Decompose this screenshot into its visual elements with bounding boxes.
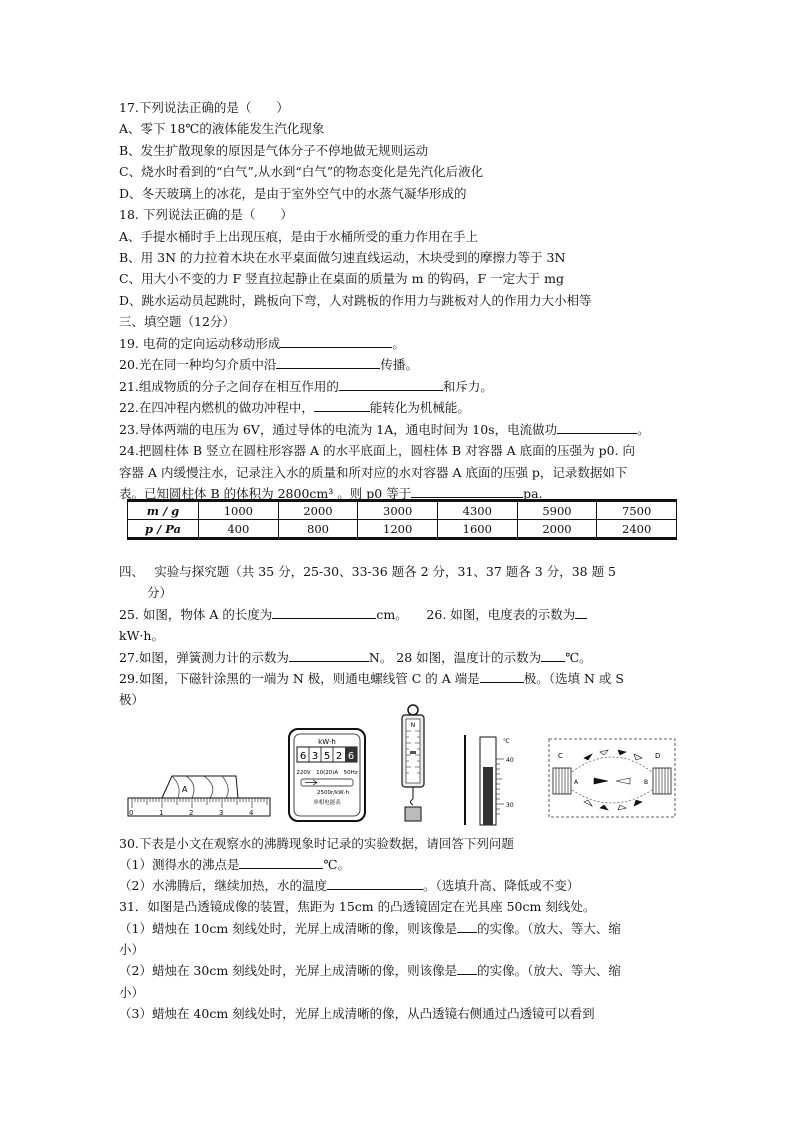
table-cell: 4300 bbox=[437, 501, 517, 520]
q18-option-b: B、用 3N 的力拉着木块在水平桌面做匀速直线运动，木块受到的摩擦力等于 3N bbox=[119, 250, 566, 265]
q19-blank[interactable] bbox=[280, 335, 392, 348]
meter-digit: 6 bbox=[299, 751, 307, 762]
q30-stem: 30.下表是小文在观察水的沸腾现象时记录的实验数据，请回答下列问题 bbox=[119, 836, 514, 851]
q22-text: 22.在四冲程内燃机的做功冲程中， bbox=[119, 400, 314, 415]
table-head-m: m / g bbox=[128, 501, 199, 520]
q24-line1: 24.把圆柱体 B 竖立在圆柱形容器 A 的水平底面上，圆柱体 B 对容器 A 底面的压强为 p0. 向 bbox=[119, 443, 635, 458]
q31-sub2-blank[interactable] bbox=[457, 962, 477, 975]
table-cell: 5900 bbox=[517, 501, 597, 520]
q22-end: 能转化为机械能。 bbox=[369, 400, 470, 415]
end-a-label: A bbox=[574, 779, 579, 786]
meter-name: 单相电能表 bbox=[313, 800, 341, 806]
q29 bbox=[119, 670, 624, 688]
meter-unit-label: kW·h bbox=[318, 738, 336, 746]
q30-sub2-blank[interactable] bbox=[327, 877, 423, 890]
ruler-tick-label: 1 bbox=[159, 809, 164, 817]
q31-sub2 bbox=[119, 962, 621, 980]
q20-end: 传播。 bbox=[380, 357, 418, 372]
thermometer-tick-label: 30 bbox=[506, 802, 514, 809]
q25-26 bbox=[119, 606, 587, 624]
q19-text: 19. 电荷的定向运动移动形成 bbox=[119, 336, 281, 351]
q31-sub2-end: 的实像。（放大、等大、缩 bbox=[477, 963, 621, 978]
q26-blank[interactable] bbox=[575, 606, 587, 619]
q21-text: 21.组成物质的分子之间存在相互作用的 bbox=[119, 379, 339, 394]
q29-text-end: 极。（选填 N 或 S bbox=[523, 671, 624, 686]
q26-text: cm。 26. 如图，电度表的示数为 bbox=[376, 607, 576, 622]
q29-blank[interactable] bbox=[480, 670, 524, 683]
meter-digit-decimal: 6 bbox=[347, 751, 355, 762]
q31-sub1-text: （1）蜡烛在 10cm 刻线处时，光屏上成清晰的像，则该像是 bbox=[119, 921, 458, 936]
coil-c-label: C bbox=[558, 752, 563, 760]
q18-option-d: D、跳水运动员起跳时，跳板向下弯，人对跳板的作用力与跳板对人的作用力大小相等 bbox=[119, 293, 592, 308]
meter-digit: 5 bbox=[323, 751, 331, 762]
q29-text: 29.如图，下磁针涂黑的一端为 N 极，则通电螺线管 C 的 A 端是 bbox=[119, 671, 480, 686]
q25-text: 25. 如图，物体 A 的长度为 bbox=[119, 607, 273, 622]
q21-blank[interactable] bbox=[339, 378, 443, 391]
q20-text: 20.光在同一种均匀介质中沿 bbox=[119, 357, 277, 372]
q19 bbox=[119, 335, 405, 353]
solenoid-figure bbox=[548, 738, 676, 818]
ruler-tick-label: 4 bbox=[249, 809, 254, 817]
q30-sub2-text: （2）水沸腾后，继续加热，水的温度 bbox=[119, 878, 327, 893]
q30-sub2-end: 。（选填升高、降低或不变） bbox=[422, 878, 580, 893]
ruler-tick-label: 3 bbox=[219, 809, 224, 817]
table-cell: 1200 bbox=[358, 520, 438, 539]
table-cell: 2400 bbox=[597, 520, 677, 539]
q21 bbox=[119, 378, 493, 396]
ruler-tick-label: 2 bbox=[189, 809, 194, 817]
q19-end: 。 bbox=[392, 336, 405, 351]
table-head-p: p / Pa bbox=[128, 520, 199, 539]
spring-scale-unit: N bbox=[410, 722, 416, 729]
q29-line2: 极） bbox=[119, 692, 145, 707]
ruler-object-label: A bbox=[182, 785, 188, 794]
ruler-figure bbox=[126, 770, 272, 822]
thermometer-figure bbox=[462, 733, 522, 827]
table-row-mass bbox=[128, 501, 677, 520]
q24-line3-text: 表。已知圆柱体 B 的体积为 2800cm³ 。则 p0 等于 bbox=[119, 486, 412, 501]
q27-28 bbox=[119, 649, 592, 667]
q23-text: 23.导体两端的电压为 6V，通过导体的电流为 1A，通电时间为 10s，电流做功 bbox=[119, 422, 558, 437]
q24-unit: pa. bbox=[523, 486, 543, 501]
q31-sub1-end: 的实像。（放大、等大、缩 bbox=[477, 921, 621, 936]
section4-heading: 四、 实验与探究题（共 35 分，25-30、33-36 题各 2 分，31、37 题各 3 分，38 题 5 bbox=[119, 564, 617, 579]
q17-option-b: B、发生扩散现象的原因是气体分子不停地做无规则运动 bbox=[119, 143, 429, 158]
q30-sub1-unit: ℃。 bbox=[323, 857, 350, 872]
table-cell: 2000 bbox=[278, 501, 358, 520]
q31-sub2-text: （2）蜡烛在 30cm 刻线处时，光屏上成清晰的像，则该像是 bbox=[119, 963, 458, 978]
table-cell: 7500 bbox=[597, 501, 677, 520]
section3-heading: 三、填空题（12分） bbox=[119, 314, 235, 329]
q31-sub1-line2: 小） bbox=[119, 942, 145, 957]
q18-option-c: C、用大小不变的力 F 竖直拉起静止在桌面的质量为 m 的钩码，F 一定大于 mg bbox=[119, 271, 564, 286]
q17-stem: 17.下列说法正确的是（ ） bbox=[119, 100, 289, 115]
q20 bbox=[119, 356, 418, 374]
q31-stem: 31．如图是凸透镜成像的装置，焦距为 15cm 的凸透镜固定在光具座 50cm 刻线处。 bbox=[119, 899, 596, 914]
q18-option-a: A、手提水桶时手上出现压痕，是由于水桶所受的重力作用在手上 bbox=[119, 229, 479, 244]
q28-text: N。 28 如图，温度计的示数为 bbox=[368, 650, 542, 665]
q17-option-a: A、零下 18℃的液体能发生汽化现象 bbox=[119, 121, 325, 136]
thermometer-unit: ℃ bbox=[503, 738, 510, 745]
spring-scale-figure bbox=[393, 703, 433, 827]
coil-d-label: D bbox=[655, 752, 661, 760]
q18-stem: 18. 下列说法正确的是（ ） bbox=[119, 207, 293, 222]
q24-line2: 容器 A 内缓慢注水，记录注入水的质量和所对应的水对容器 A 底面的压强 p，记录数据如下 bbox=[119, 465, 628, 480]
meter-digit: 3 bbox=[311, 751, 319, 762]
q25-blank[interactable] bbox=[272, 606, 376, 619]
q24-blank[interactable] bbox=[411, 485, 523, 498]
q23-blank[interactable] bbox=[557, 421, 637, 434]
meter-rate: 2500r/kW·h bbox=[317, 790, 349, 796]
q17-option-d: D、冬天玻璃上的冰花，是由于室外空气中的水蒸气凝华形成的 bbox=[119, 186, 467, 201]
q22-blank[interactable] bbox=[314, 399, 370, 412]
q27-text: 27.如图，弹簧测力计的示数为 bbox=[119, 650, 289, 665]
end-b-label: B bbox=[644, 779, 649, 786]
thermometer-tick-label: 40 bbox=[506, 757, 514, 764]
ruler-tick-label: 0 bbox=[129, 809, 134, 817]
q27-blank[interactable] bbox=[289, 649, 369, 662]
q17-option-c: C、烧水时看到的“白气”,从水到“白气”的物态变化是先汽化后液化 bbox=[119, 164, 484, 179]
q23-end: 。 bbox=[637, 422, 650, 437]
q28-blank[interactable] bbox=[541, 649, 565, 662]
table-cell: 3000 bbox=[358, 501, 438, 520]
table-cell: 400 bbox=[199, 520, 279, 539]
q30-sub2 bbox=[119, 877, 579, 895]
q22 bbox=[119, 399, 470, 417]
q23 bbox=[119, 421, 650, 439]
meter-digit: 2 bbox=[335, 751, 343, 762]
meter-spec: 220V 10(20)A 50Hz bbox=[296, 770, 358, 776]
electricity-meter-figure bbox=[287, 727, 367, 823]
table-cell: 2000 bbox=[517, 520, 597, 539]
q24-data-table bbox=[127, 499, 677, 540]
q31-sub3: （3）蜡烛在 40cm 刻线处时，光屏上成清晰的像，从凸透镜右侧通过凸透镜可以看到 bbox=[119, 1006, 595, 1021]
q31-sub1 bbox=[119, 920, 621, 938]
q31-sub1-blank[interactable] bbox=[457, 920, 477, 933]
q30-sub1-text: （1）测得水的沸点是 bbox=[119, 857, 240, 872]
section4-heading-cont: 分） bbox=[147, 585, 173, 600]
q20-blank[interactable] bbox=[276, 356, 380, 369]
q21-end: 和斥力。 bbox=[442, 379, 493, 394]
q30-sub1-blank[interactable] bbox=[239, 856, 323, 869]
table-cell: 800 bbox=[278, 520, 358, 539]
table-cell: 1600 bbox=[437, 520, 517, 539]
q26-unit: kW·h。 bbox=[119, 628, 164, 643]
table-row-pressure bbox=[128, 520, 677, 539]
table-cell: 1000 bbox=[199, 501, 279, 520]
q30-sub1 bbox=[119, 856, 350, 874]
q31-sub2-line2: 小） bbox=[119, 985, 145, 1000]
q28-unit: ℃。 bbox=[565, 650, 592, 665]
